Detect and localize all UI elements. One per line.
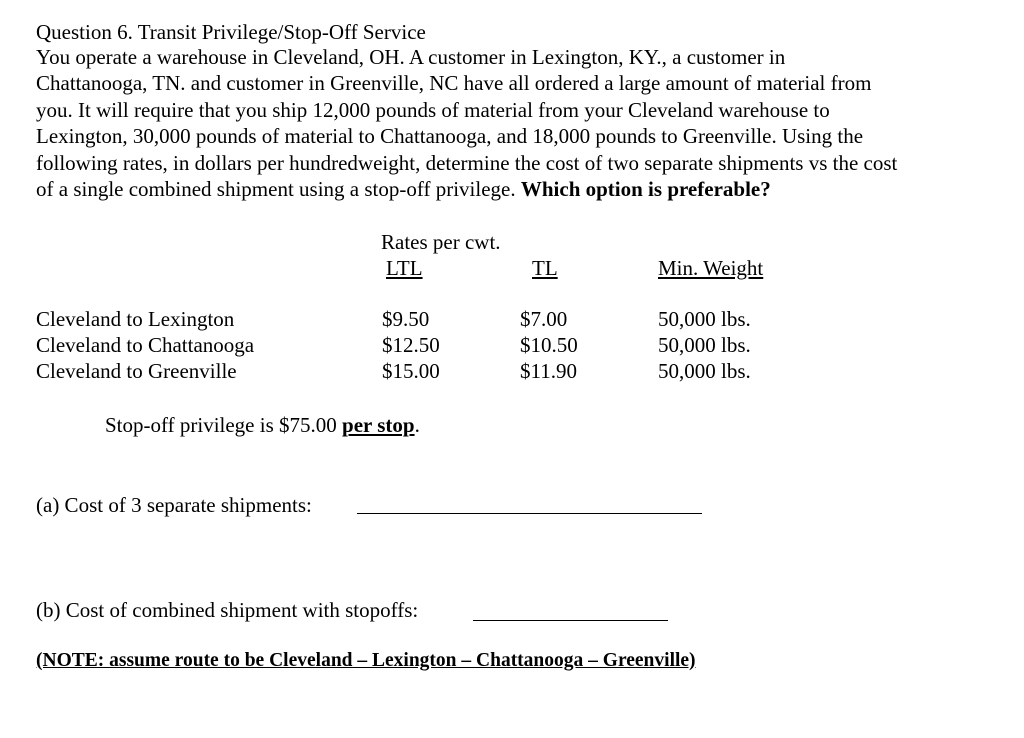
row-tl-greenville: $11.90: [520, 359, 577, 383]
question-line-2: Chattanooga, TN. and customer in Greenville, NC have all ordered a large amount of material from: [36, 71, 872, 96]
row-ltl-chattanooga: $12.50: [382, 333, 440, 357]
question-line-6: [36, 176, 996, 202]
stopoff-emphasis: per stop: [342, 413, 415, 437]
header-min-weight: Min. Weight: [658, 256, 764, 280]
part-b-answer-blank[interactable]: [473, 620, 668, 621]
question-paragraph: [36, 44, 996, 202]
question-emphasis: Which option is preferable?: [520, 177, 771, 202]
row-ltl-greenville: $15.00: [382, 359, 440, 383]
part-a-answer-blank[interactable]: [357, 513, 702, 514]
stopoff-trail: .: [414, 413, 420, 437]
question-line-5: following rates, in dollars per hundredweight, determine the cost of two separate shipments vs the cost: [36, 150, 898, 175]
question-line-6-text: of a single combined shipment using a stop-off privilege.: [36, 177, 521, 202]
row-tl-lexington: $7.00: [520, 307, 568, 331]
header-ltl: LTL: [386, 256, 423, 280]
part-a-label: (a) Cost of 3 separate shipments:: [36, 493, 312, 517]
question-line-1: You operate a warehouse in Cleveland, OH. A customer in Lexington, KY., a customer in: [36, 45, 786, 69]
question-title: Question 6. Transit Privilege/Stop-Off Service: [36, 20, 426, 44]
row-route-greenville: Cleveland to Greenville: [36, 359, 237, 383]
row-tl-chattanooga: $10.50: [520, 333, 578, 357]
route-note: (NOTE: assume route to be Cleveland – Lexington – Chattanooga – Greenville): [36, 650, 696, 671]
rates-caption: Rates per cwt.: [381, 230, 501, 254]
header-tl: TL: [532, 256, 558, 280]
question-line-4: Lexington, 30,000 pounds of material to Chattanooga, and 18,000 pounds to Greenville. Using the: [36, 124, 864, 149]
row-min-greenville: 50,000 lbs.: [658, 359, 751, 383]
row-min-chattanooga: 50,000 lbs.: [658, 333, 751, 357]
stopoff-text: Stop-off privilege is $75.00: [105, 413, 343, 437]
part-b-label: (b) Cost of combined shipment with stopoffs:: [36, 598, 419, 622]
stopoff-note: [105, 412, 420, 438]
row-route-chattanooga: Cleveland to Chattanooga: [36, 333, 255, 357]
row-ltl-lexington: $9.50: [382, 307, 430, 331]
row-route-lexington: Cleveland to Lexington: [36, 307, 235, 331]
question-line-3: you. It will require that you ship 12,000 pounds of material from your Cleveland warehouse to: [36, 97, 830, 122]
row-min-lexington: 50,000 lbs.: [658, 307, 751, 331]
